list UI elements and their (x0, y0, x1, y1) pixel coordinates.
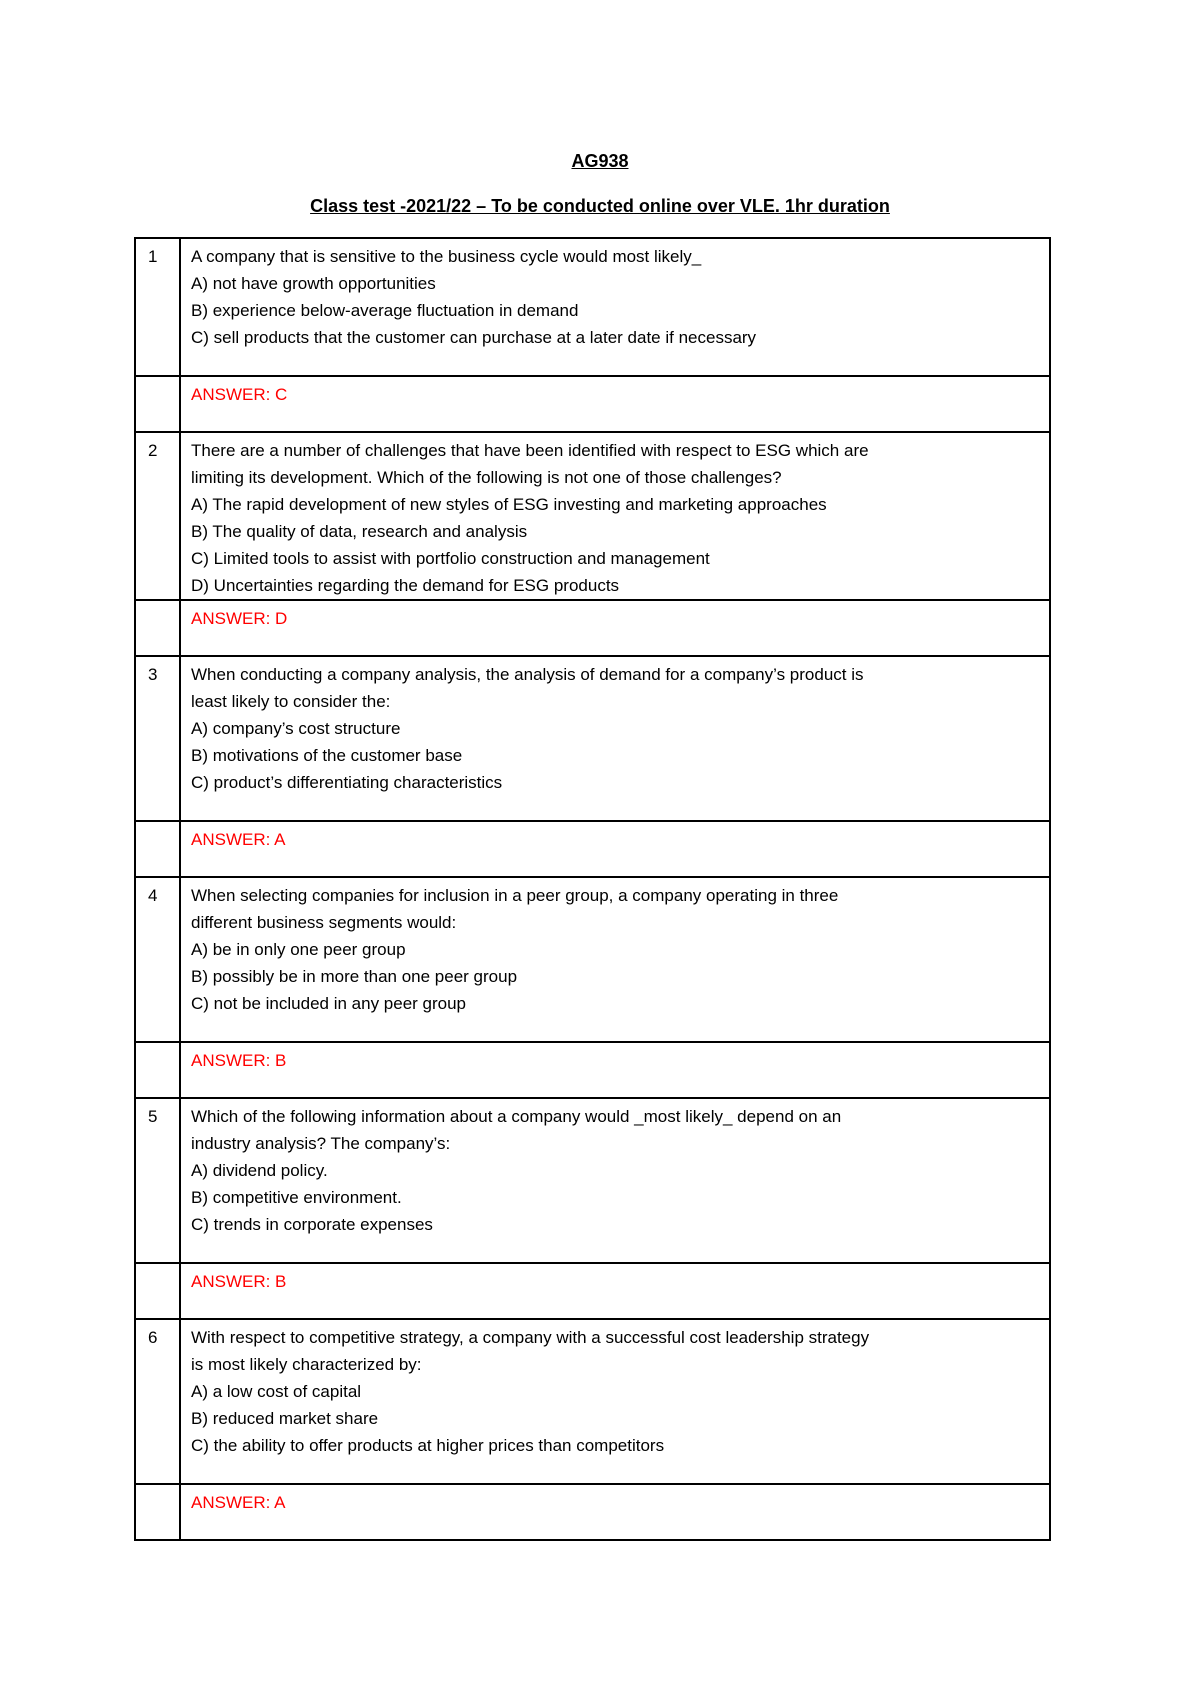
question-text (180, 238, 1050, 376)
answer-text: ANSWER: A (191, 1493, 286, 1512)
option-line: B) experience below-average fluctuation in demand (191, 301, 579, 320)
option-line: C) the ability to offer products at higher prices than competitors (191, 1436, 665, 1455)
option-line: B) reduced market share (191, 1409, 379, 1428)
question-line: When conducting a company analysis, the analysis of demand for a company’s product is (191, 665, 864, 684)
answer-number-cell (135, 1484, 180, 1540)
option-line: A) The rapid development of new styles of ESG investing and marketing approaches (191, 495, 827, 514)
answer-number-cell (135, 600, 180, 656)
option-line: A) a low cost of capital (191, 1382, 362, 1401)
answer-text: ANSWER: C (191, 385, 288, 404)
question-number: 1 (135, 238, 180, 376)
option-line: C) not be included in any peer group (191, 994, 467, 1013)
answer-row (135, 600, 1050, 656)
answer-cell (180, 1263, 1050, 1319)
question-line: A company that is sensitive to the business cycle would most likely_ (191, 247, 702, 266)
question-number: 5 (135, 1098, 180, 1263)
answer-cell (180, 1042, 1050, 1098)
option-line: C) Limited tools to assist with portfolio construction and management (191, 549, 710, 568)
option-line: D) Uncertainties regarding the demand for ESG products (191, 576, 620, 595)
test-subtitle: Class test -2021/22 – To be conducted online over VLE. 1hr duration (310, 196, 890, 216)
question-line: different business segments would: (191, 913, 457, 932)
question-text (180, 1319, 1050, 1484)
question-line: is most likely characterized by: (191, 1355, 422, 1374)
answer-number-cell (135, 376, 180, 432)
answer-row (135, 1263, 1050, 1319)
option-line: A) be in only one peer group (191, 940, 406, 959)
question-line: limiting its development. Which of the following is not one of those challenges? (191, 468, 782, 487)
answer-row (135, 376, 1050, 432)
question-text (180, 432, 1050, 600)
option-line: A) dividend policy. (191, 1161, 328, 1180)
answer-cell (180, 821, 1050, 877)
question-row (135, 877, 1050, 1042)
answer-number-cell (135, 821, 180, 877)
answer-cell (180, 376, 1050, 432)
question-line: When selecting companies for inclusion in a peer group, a company operating in three (191, 886, 839, 905)
answer-text: ANSWER: B (191, 1051, 287, 1070)
option-line: B) The quality of data, research and analysis (191, 522, 528, 541)
answer-row (135, 1042, 1050, 1098)
option-line: B) possibly be in more than one peer group (191, 967, 518, 986)
question-number: 2 (135, 432, 180, 600)
question-line: least likely to consider the: (191, 692, 391, 711)
answer-row (135, 821, 1050, 877)
question-line: There are a number of challenges that have been identified with respect to ESG which are (191, 441, 869, 460)
question-row (135, 238, 1050, 376)
option-line: C) product’s differentiating characteristics (191, 773, 503, 792)
question-number: 6 (135, 1319, 180, 1484)
option-line: A) company’s cost structure (191, 719, 401, 738)
option-line: A) not have growth opportunities (191, 274, 436, 293)
option-line: B) competitive environment. (191, 1188, 402, 1207)
course-code-title: AG938 (571, 151, 629, 171)
option-line: C) trends in corporate expenses (191, 1215, 433, 1234)
question-table (134, 237, 1051, 1541)
answer-text: ANSWER: A (191, 830, 286, 849)
answer-cell (180, 600, 1050, 656)
question-text (180, 877, 1050, 1042)
option-line: B) motivations of the customer base (191, 746, 463, 765)
answer-cell (180, 1484, 1050, 1540)
answer-row (135, 1484, 1050, 1540)
answer-number-cell (135, 1042, 180, 1098)
answer-text: ANSWER: B (191, 1272, 287, 1291)
question-text (180, 1098, 1050, 1263)
question-text (180, 656, 1050, 821)
question-row (135, 656, 1050, 821)
question-line: industry analysis? The company’s: (191, 1134, 451, 1153)
answer-text: ANSWER: D (191, 609, 288, 628)
answer-number-cell (135, 1263, 180, 1319)
question-number: 4 (135, 877, 180, 1042)
question-line: With respect to competitive strategy, a company with a successful cost leadership strategy (191, 1328, 870, 1347)
question-line: Which of the following information about a company would _most likely_ depend on an (191, 1107, 842, 1126)
question-row (135, 1098, 1050, 1263)
question-row (135, 1319, 1050, 1484)
question-row (135, 432, 1050, 600)
option-line: C) sell products that the customer can purchase at a later date if necessary (191, 328, 757, 347)
question-number: 3 (135, 656, 180, 821)
